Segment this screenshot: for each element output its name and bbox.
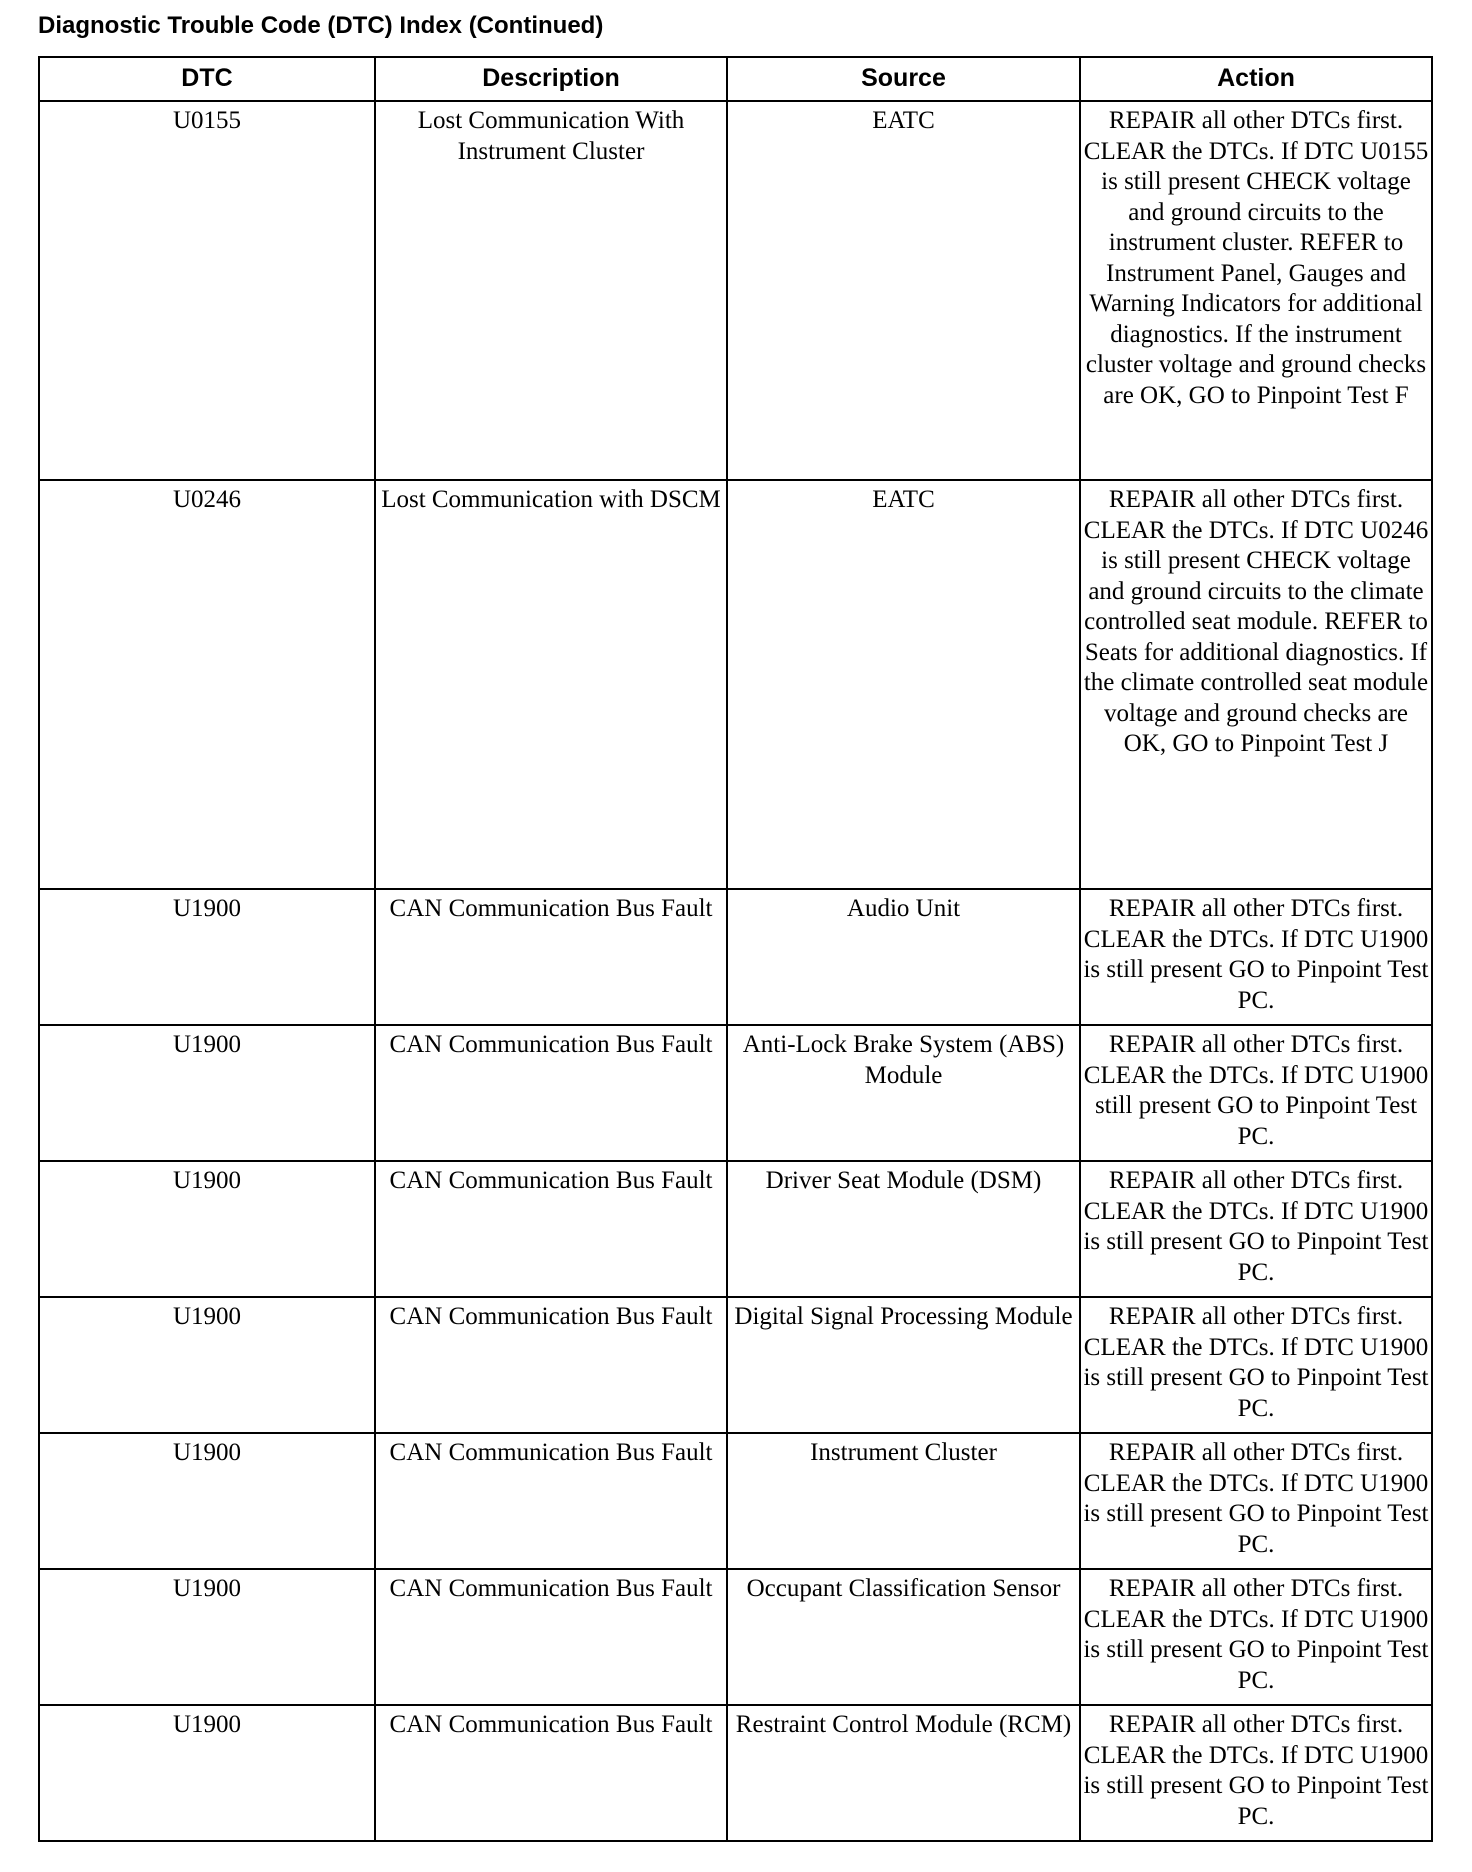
table-row: [39, 1025, 1432, 1161]
dtc-code: U1900: [172, 895, 242, 922]
action-text: REPAIR all other DTCs first. CLEAR the DTCs. If DTC U1900 is still present GO to Pinpoint Test PC.: [1083, 1711, 1429, 1830]
dtc-cell: [39, 889, 375, 1025]
action-cell: [1080, 1161, 1432, 1297]
description-text: Lost Communication with DSCM: [381, 486, 721, 513]
source-cell: [727, 889, 1080, 1025]
dtc-code: U1900: [172, 1031, 242, 1058]
source-text: Anti-Lock Brake System (ABS) Module: [742, 1031, 1065, 1089]
action-cell: [1080, 889, 1432, 1025]
description-cell: [375, 889, 727, 1025]
dtc-cell: [39, 1025, 375, 1161]
description-cell: [375, 101, 727, 480]
source-text: EATC: [872, 107, 935, 134]
action-text: REPAIR all other DTCs first. CLEAR the DTCs. If DTC U1900 is still present GO to Pinpoint Test PC.: [1083, 1167, 1429, 1286]
source-text: Digital Signal Processing Module: [734, 1303, 1073, 1330]
description-text: CAN Communication Bus Fault: [389, 1167, 713, 1194]
description-cell: [375, 1569, 727, 1705]
source-cell: [727, 1297, 1080, 1433]
source-text: Occupant Classification Sensor: [746, 1575, 1061, 1602]
source-cell: [727, 480, 1080, 889]
dtc-cell: [39, 1161, 375, 1297]
description-text: CAN Communication Bus Fault: [389, 1031, 713, 1058]
dtc-index-table: [38, 56, 1433, 1842]
dtc-cell: [39, 1433, 375, 1569]
dtc-code: U1900: [172, 1575, 242, 1602]
dtc-cell: [39, 480, 375, 889]
table-row: [39, 1297, 1432, 1433]
table-row: [39, 889, 1432, 1025]
description-text: CAN Communication Bus Fault: [389, 1711, 713, 1738]
dtc-code: U1900: [172, 1303, 242, 1330]
description-cell: [375, 480, 727, 889]
action-text: REPAIR all other DTCs first. CLEAR the DTCs. If DTC U1900 is still present GO to Pinpoint Test PC.: [1083, 895, 1429, 1014]
dtc-cell: [39, 1297, 375, 1433]
action-cell: [1080, 480, 1432, 889]
action-text: REPAIR all other DTCs first. CLEAR the DTCs. If DTC U0155 is still present CHECK voltage and ground circuits to the instrument cluster. REFER to Instrument Panel, Gauges and Warning Indicators for additional diagnostics. If the instrument cluster voltage and ground checks are OK, GO to Pinpoint Test F: [1083, 107, 1429, 409]
table-row: [39, 1161, 1432, 1297]
table-row: [39, 1433, 1432, 1569]
header-dtc: DTC: [39, 57, 375, 101]
dtc-code: U1900: [172, 1167, 242, 1194]
description-cell: [375, 1025, 727, 1161]
table-row: [39, 480, 1432, 889]
source-text: Audio Unit: [846, 895, 961, 922]
table-row: [39, 101, 1432, 480]
dtc-cell: [39, 101, 375, 480]
source-text: Driver Seat Module (DSM): [765, 1167, 1042, 1194]
action-cell: [1080, 1433, 1432, 1569]
action-text: REPAIR all other DTCs first. CLEAR the DTCs. If DTC U1900 is still present GO to Pinpoint Test PC.: [1083, 1303, 1429, 1422]
dtc-code: U1900: [172, 1439, 242, 1466]
action-text: REPAIR all other DTCs first. CLEAR the DTCs. If DTC U0246 is still present CHECK voltage and ground circuits to the climate controlled seat module. REFER to Seats for additional diagnostics. If the climate controlled seat module voltage and ground checks are OK, GO to Pinpoint Test J: [1083, 486, 1429, 757]
description-cell: [375, 1297, 727, 1433]
source-cell: [727, 1433, 1080, 1569]
action-cell: [1080, 1705, 1432, 1841]
action-cell: [1080, 1569, 1432, 1705]
page-title: Diagnostic Trouble Code (DTC) Index (Continued): [38, 12, 604, 39]
header-action: Action: [1080, 57, 1432, 101]
header-description: Description: [375, 57, 727, 101]
description-cell: [375, 1161, 727, 1297]
action-cell: [1080, 101, 1432, 480]
source-cell: [727, 101, 1080, 480]
table-row: [39, 1705, 1432, 1841]
dtc-cell: [39, 1569, 375, 1705]
dtc-code: U0155: [172, 107, 242, 134]
source-cell: [727, 1161, 1080, 1297]
source-text: EATC: [872, 486, 935, 513]
action-text: REPAIR all other DTCs first. CLEAR the DTCs. If DTC U1900 is still present GO to Pinpoint Test PC.: [1083, 1439, 1429, 1558]
description-text: CAN Communication Bus Fault: [389, 1303, 713, 1330]
description-cell: [375, 1433, 727, 1569]
table-row: [39, 1569, 1432, 1705]
source-cell: [727, 1025, 1080, 1161]
description-cell: [375, 1705, 727, 1841]
action-cell: [1080, 1025, 1432, 1161]
action-cell: [1080, 1297, 1432, 1433]
dtc-code: U1900: [172, 1711, 242, 1738]
description-text: CAN Communication Bus Fault: [389, 1439, 713, 1466]
description-text: CAN Communication Bus Fault: [389, 1575, 713, 1602]
description-text: Lost Communication With Instrument Cluster: [417, 107, 685, 165]
dtc-cell: [39, 1705, 375, 1841]
description-text: CAN Communication Bus Fault: [389, 895, 713, 922]
source-text: Instrument Cluster: [810, 1439, 997, 1466]
action-text: REPAIR all other DTCs first. CLEAR the DTCs. If DTC U1900 still present GO to Pinpoint Test PC.: [1083, 1031, 1429, 1150]
source-text: Restraint Control Module (RCM): [735, 1711, 1072, 1738]
table-header-row: [39, 57, 1432, 101]
dtc-code: U0246: [172, 486, 242, 513]
action-text: REPAIR all other DTCs first. CLEAR the DTCs. If DTC U1900 is still present GO to Pinpoint Test PC.: [1083, 1575, 1429, 1694]
source-cell: [727, 1569, 1080, 1705]
header-source: Source: [727, 57, 1080, 101]
source-cell: [727, 1705, 1080, 1841]
